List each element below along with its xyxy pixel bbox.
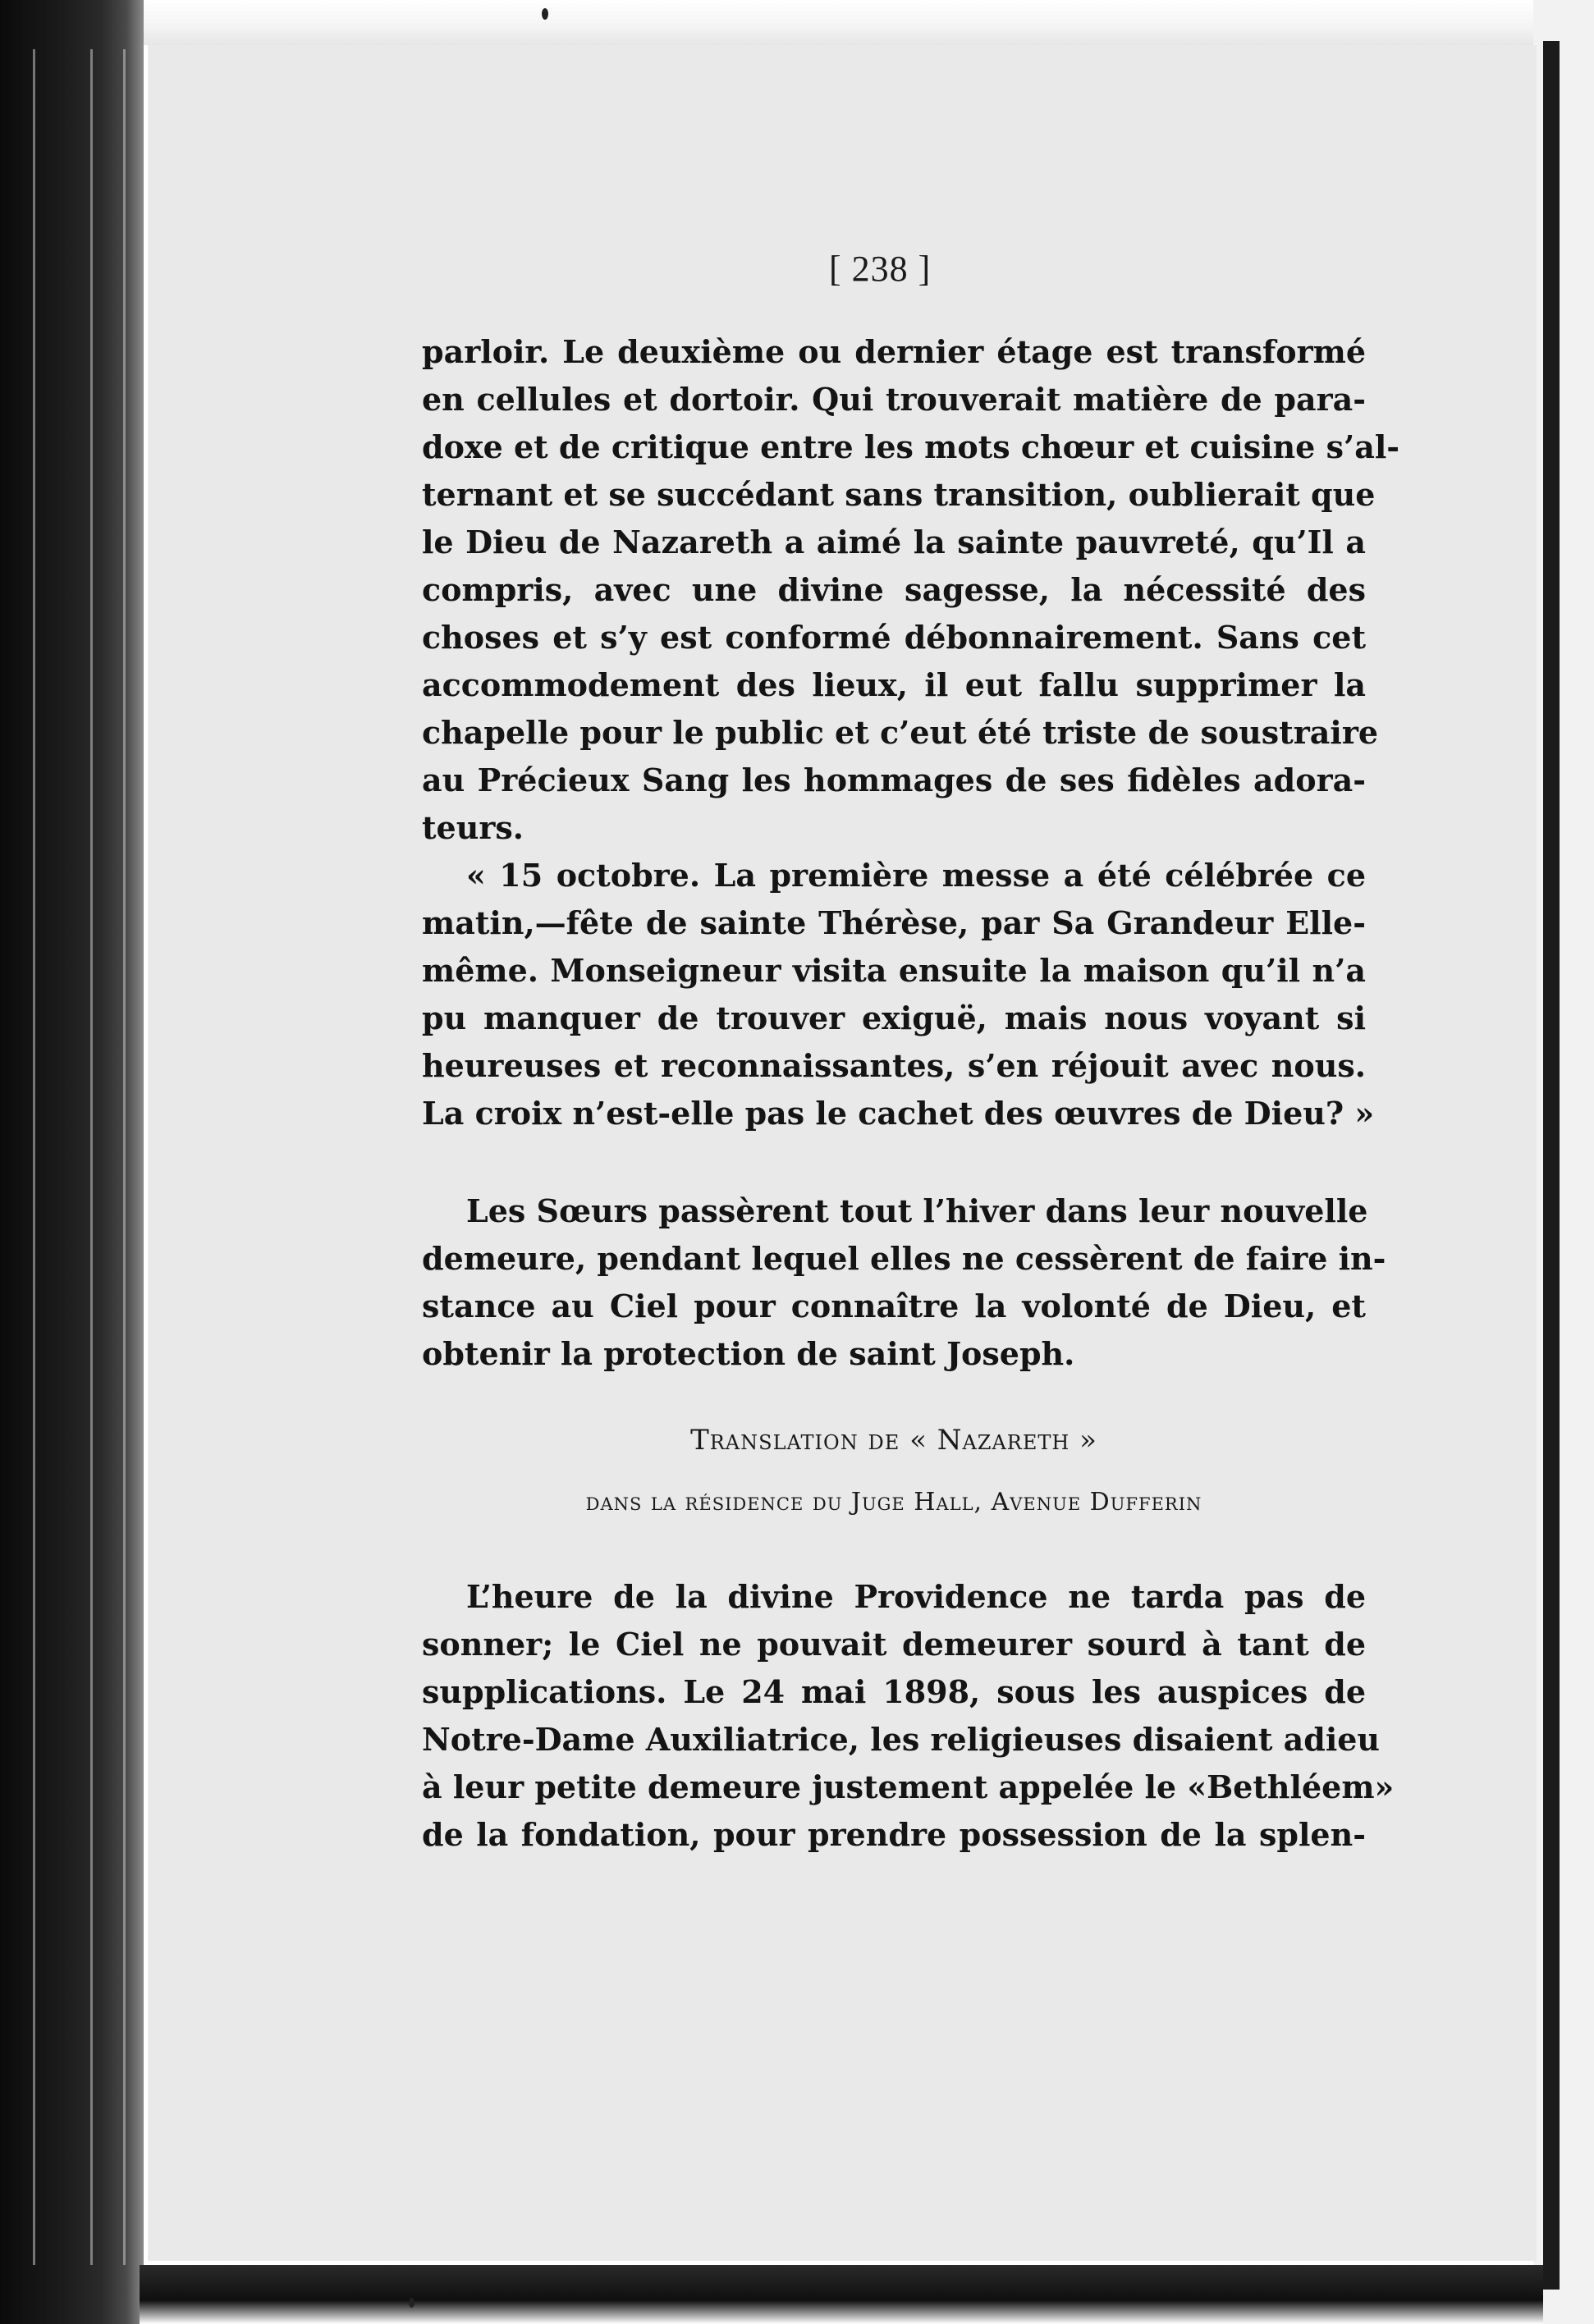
text-line: doxe et de critique entre les mots chœur et cuisine s’al- bbox=[422, 428, 1400, 465]
text-line: L’heure de la divine Providence ne tarda pas de bbox=[466, 1578, 1366, 1615]
text-line: en cellules et dortoir. Qui trouverait matière de para- bbox=[422, 381, 1366, 418]
text-line: supplications. Le 24 mai 1898, sous les auspices de bbox=[422, 1673, 1366, 1710]
edge-line bbox=[33, 49, 35, 2265]
text-line: au Précieux Sang les hommages de ses fidèles adora- bbox=[422, 762, 1366, 798]
text-line: même. Monseigneur visita ensuite la maison qu’il n’a bbox=[422, 952, 1366, 989]
text-line: Notre-Dame Auxiliatrice, les religieuses disaient adieu bbox=[422, 1721, 1381, 1758]
scan-speck bbox=[542, 8, 548, 20]
left-binding-edge bbox=[0, 0, 144, 2324]
text-line: choses et s’y est conformé débonnairement. Sans cet bbox=[422, 619, 1366, 656]
text-line: demeure, pendant lequel elles ne cessèrent de faire in- bbox=[422, 1240, 1386, 1277]
top-margin bbox=[131, 0, 1543, 45]
text-line: obtenir la protection de saint Joseph. bbox=[422, 1335, 1075, 1372]
text-line: parloir. Le deuxième ou dernier étage est transformé bbox=[422, 333, 1366, 370]
text-line: de la fondation, pour prendre possession de la splen- bbox=[422, 1816, 1366, 1853]
text-line: accommodement des lieux, il eut fallu supprimer la bbox=[422, 666, 1366, 703]
section-heading: Translation de « Nazareth » bbox=[690, 1424, 1097, 1457]
right-binding-edge bbox=[1543, 41, 1560, 2290]
text-line: « 15 octobre. La première messe a été célébrée ce bbox=[466, 857, 1366, 894]
scan-speck bbox=[409, 2298, 415, 2308]
text-line: teurs. bbox=[422, 809, 524, 846]
text-line: à leur petite demeure justement appelée le «Bethléem» bbox=[422, 1768, 1395, 1805]
paragraph-1 bbox=[422, 328, 1400, 1137]
page-number: [ 238 ] bbox=[829, 249, 932, 289]
text-line: stance au Ciel pour connaître la volonté de Dieu, et bbox=[422, 1288, 1366, 1324]
bottom-binding-edge bbox=[140, 2265, 1543, 2324]
text-line: matin,—fête de sainte Thérèse, par Sa Grandeur Elle- bbox=[422, 904, 1366, 941]
paragraph-2 bbox=[422, 1187, 1386, 1378]
text-line: compris, avec une divine sagesse, la nécessité des bbox=[422, 571, 1366, 608]
paragraph-3 bbox=[422, 1573, 1395, 1859]
text-line: heureuses et reconnaissantes, s’en réjouit avec nous. bbox=[422, 1047, 1366, 1084]
text-line: La croix n’est-elle pas le cachet des œuvres de Dieu? » bbox=[422, 1095, 1375, 1132]
section-subheading: dans la résidence du Juge Hall, Avenue Dufferin bbox=[585, 1488, 1202, 1517]
text-line: pu manquer de trouver exiguë, mais nous voyant si bbox=[422, 1000, 1366, 1036]
text-line: chapelle pour le public et c’eut été triste de soustraire bbox=[422, 714, 1379, 751]
text-line: Les Sœurs passèrent tout l’hiver dans leur nouvelle bbox=[466, 1192, 1368, 1229]
text-line: le Dieu de Nazareth a aimé la sainte pauvreté, qu’Il a bbox=[422, 524, 1366, 560]
edge-line bbox=[90, 49, 93, 2265]
text-line: sonner; le Ciel ne pouvait demeurer sourd à tant de bbox=[422, 1626, 1366, 1663]
edge-line bbox=[123, 49, 126, 2265]
text-line: ternant et se succédant sans transition, oublierait que bbox=[422, 476, 1376, 513]
